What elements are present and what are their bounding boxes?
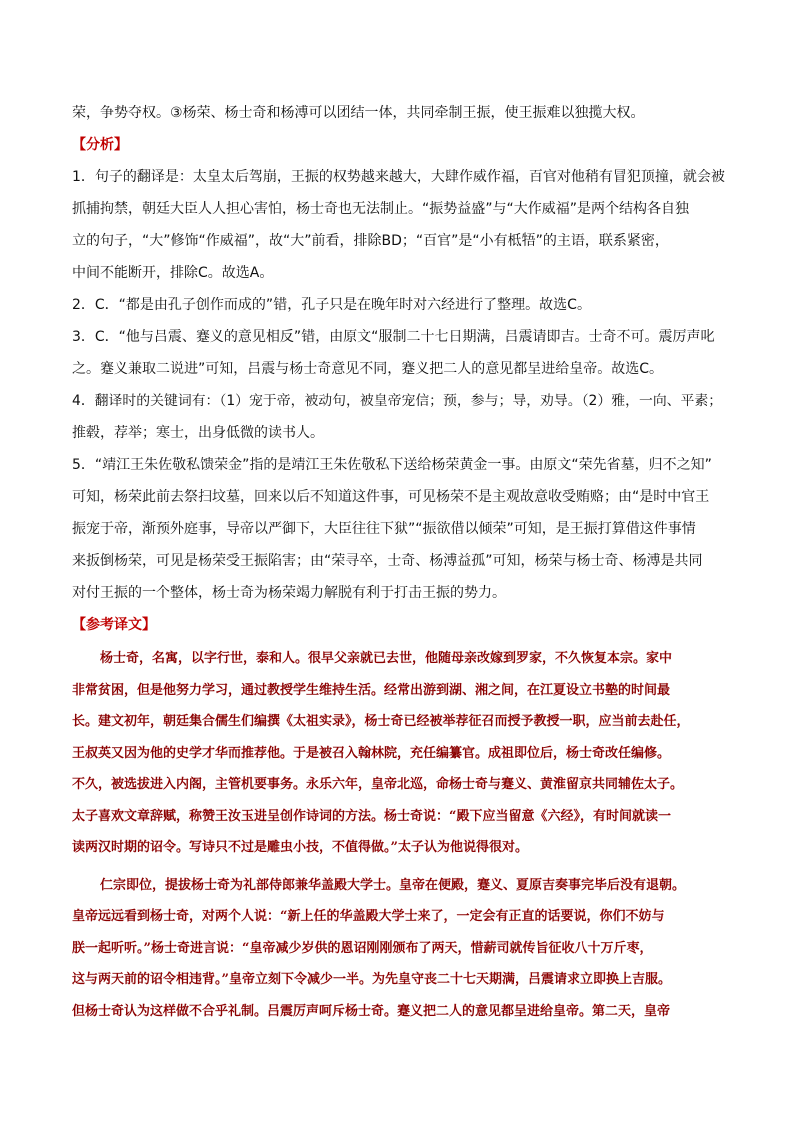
analysis-line: 5．“靖江王朱佐敬私馈荣金”指的是靖江王朱佐敬私下送给杨荣黄金一事。由原文“荣先省墓，归不之知” — [72, 457, 712, 473]
translation-line: 太子喜欢文章辞赋，称赞王汝玉进呈创作诗词的方法。杨士奇说：“殿下应当留意《六经》，有时间就读一 — [72, 808, 671, 824]
translation-line: 读两汉时期的诏令。写诗只不过是雕虫小技，不值得做。”太子认为他说得很对。 — [72, 840, 528, 855]
translation-line: 这与两天前的诏令相违背。”皇帝立刻下令减少一半。为先皇守丧二十七天期满，吕震请求立即换上吉服。 — [72, 972, 671, 987]
translation-line: 仁宗即位，提拔杨士奇为礼部侍郎兼华盖殿大学士。皇帝在便殿，蹇义、夏原吉奏事完毕后没有退朝。 — [100, 877, 686, 893]
translation-line: 王叔英又因为他的史学才华而推荐他。于是被召入翰林院，充任编纂官。成祖即位后，杨士奇改任编修。 — [72, 745, 671, 761]
translation-line: 不久，被选拔进入内阁，主管机要事务。永乐六年，皇帝北巡，命杨士奇与蹇义、黄淮留京共同辅佐太子。 — [72, 777, 684, 792]
analysis-line: 3．C．“他与吕震、蹇义的意见相反”错，由原文“服制二十七日期满，吕震请即吉。士奇不可。震厉声叱 — [72, 329, 715, 345]
translation-line: 非常贫困，但是他努力学习，通过教授学生维持生活。经常出游到湖、湘之间，在江夏设立书塾的时间最 — [72, 682, 671, 698]
analysis-line: 2．C．“都是由孔子创作而成的”错，孔子只是在晚年时对六经进行了整理。故选C。 — [72, 297, 591, 313]
analysis-line: 来扳倒杨荣，可见是杨荣受王振陷害；由“荣寻卒，士奇、杨溥益孤”可知，杨荣与杨士奇、杨溥是共同 — [72, 553, 703, 569]
analysis-line: 推毂，荐举；寒士，出身低微的读书人。 — [72, 425, 324, 441]
analysis-line: 抓捕拘禁，朝廷大臣人人担心害怕，杨士奇也无法制止。“振势益盛”与“大作威福”是两个结构各自独 — [72, 201, 690, 217]
analysis-line: 立的句子，“大”修饰“作威福”，故“大”前看，排除BD；“百官”是“小有柢牾”的主语，联系紧密， — [72, 233, 669, 249]
analysis-section — [72, 161, 726, 609]
analysis-line: 振宠于帝，渐预外庭事，导帝以严御下，大臣往往下狱”“振欲借以倾荣”可知，是王振打算借这件事情 — [72, 521, 696, 537]
analysis-line: 中间不能断开，排除C。故选A。 — [72, 265, 274, 281]
translation-paragraph-1 — [72, 643, 726, 864]
analysis-heading: 【分析】 — [72, 137, 128, 153]
translation-line: 但杨士奇认为这样做不合乎礼制。吕震厉声呵斥杨士奇。蹇义把二人的意见都呈进给皇帝。第二天，皇帝 — [72, 1003, 671, 1019]
intro-line: 荣，争势夺权。③杨荣、杨士奇和杨溥可以团结一体，共同牵制王振，使王振难以独揽大权。 — [72, 105, 645, 121]
analysis-line: 可知，杨荣此前去祭扫坟墓，回来以后不知道这件事，可见杨荣不是主观故意收受贿赂；由“是时中官王 — [72, 489, 710, 505]
translation-line: 皇帝远远看到杨士奇，对两个人说：“新上任的华盖殿大学士来了，一定会有正直的话要说，你们不妨与 — [72, 909, 665, 924]
translation-heading: 【参考译文】 — [72, 617, 156, 633]
analysis-line: 之。蹇义兼取二说进”可知，吕震与杨士奇意见不同，蹇义把二人的意见都呈进给皇帝。故选C。 — [72, 361, 664, 377]
analysis-line: 4．翻译时的关键词有：（1）宠于帝，被动句，被皇帝宠信；预，参与；导，劝导。（2）雅，一向、平素； — [72, 393, 723, 409]
translation-paragraph-2 — [72, 870, 726, 1028]
translation-line: 杨士奇，名寓，以字行世，泰和人。很早父亲就已去世，他随母亲改嫁到罗家，不久恢复本宗。家中 — [100, 651, 673, 666]
document-content — [72, 97, 726, 1027]
translation-line: 朕一起听听。”杨士奇进言说：“皇帝减少岁供的恩诏刚刚颁布了两天，惜薪司就传旨征收八十万斤枣， — [72, 940, 653, 956]
analysis-line: 1．句子的翻译是：太皇太后驾崩，王振的权势越来越大，大肆作威作福，百官对他稍有冒犯顶撞，就会被 — [72, 169, 725, 185]
analysis-line: 对付王振的一个整体，杨士奇为杨荣竭力解脱有利于打击王振的势力。 — [72, 585, 506, 601]
translation-line: 长。建文初年，朝廷集合儒生们编撰《太祖实录》，杨士奇已经被举荐征召而授予教授一职，应当前去赴任， — [72, 714, 690, 729]
